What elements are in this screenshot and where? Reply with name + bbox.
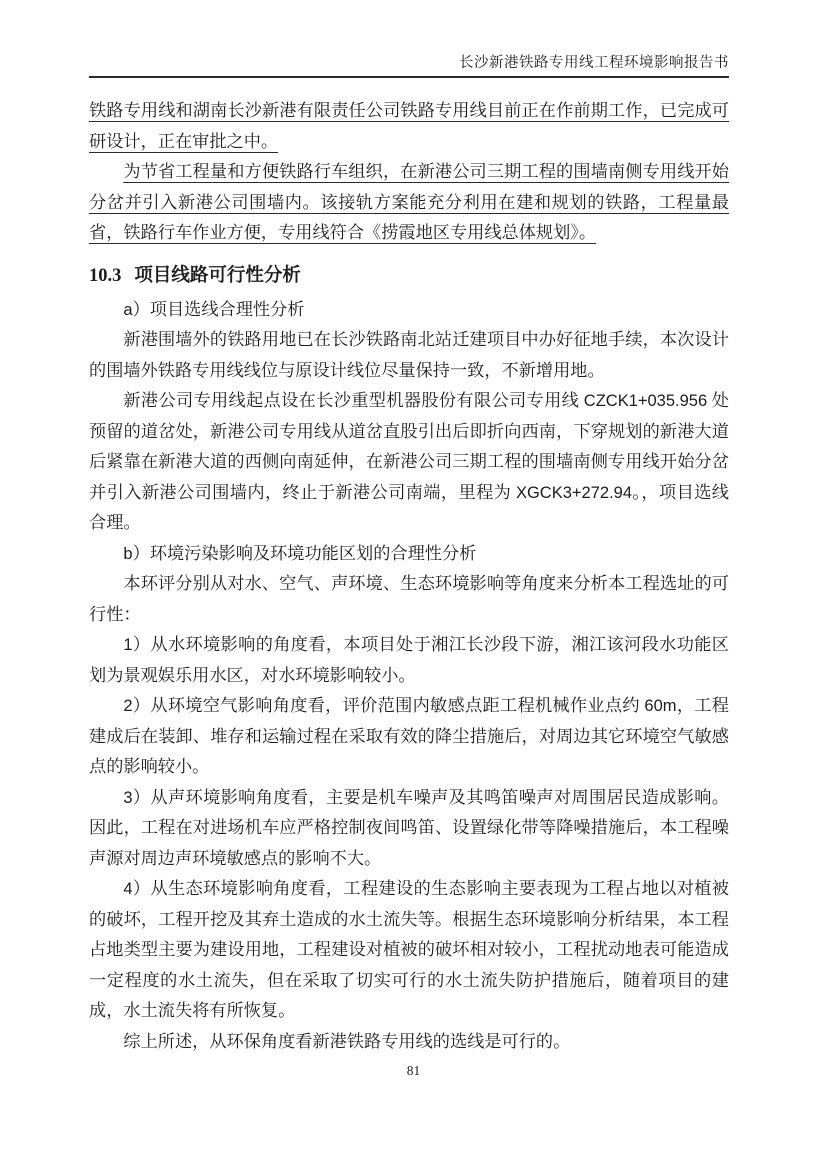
paragraph-intro-1: 铁路专用线和湖南长沙新港有限责任公司铁路专用线目前正在作前期工作，已完成可研设计，正在审批之中。 bbox=[89, 101, 729, 151]
section-heading-number: 10.3 bbox=[89, 265, 122, 286]
paragraph-intro-2: 为节省工程量和方便铁路行车组织，在新港公司三期工程的围墙南侧专用线开始分岔并引入新港公司围墙内。该接轨方案能充分利用在建和规划的铁路，工程量最省，铁路行车作业方便，专用线符合《捞霞地区专用线总体规划》。 bbox=[89, 162, 729, 242]
paragraph-item-b: b）环境污染影响及环境功能区划的合理性分析 bbox=[123, 543, 477, 563]
paragraph-conclusion: 综上所述，从环保角度看新港铁路专用线的选线是可行的。 bbox=[123, 1031, 571, 1051]
paragraph-feasibility-intro: 本环评分别从对水、空气、声环境、生态环境影响等角度来分析本工程选址的可行性： bbox=[89, 574, 729, 624]
paragraph-land-use: 新港围墙外的铁路用地已在长沙铁路南北站迁建项目中办好征地手续，本次设计的围墙外铁路专用线线位与原设计线位尽量保持一致，不新增用地。 bbox=[89, 330, 729, 380]
section-heading bbox=[89, 259, 729, 292]
paragraph-noise: 3）从声环境影响角度看，主要是机车噪声及其鸣笛噪声对周围居民造成影响。因此，工程在对进场机车应严格控制夜间鸣笛、设置绿化带等降噪措施后，本工程噪声源对周边声环境敏感点的影响不大。 bbox=[89, 787, 729, 868]
paragraph-air: 2）从环境空气影响角度看，评价范围内敏感点距工程机械作业点约 60m，工程建成后在装卸、堆存和运输过程在采取有效的降尘措施后，对周边其它环境空气敏感点的影响较小。 bbox=[89, 696, 729, 776]
section-heading-title: 项目线路可行性分析 bbox=[134, 263, 301, 285]
page-footer bbox=[0, 1062, 827, 1080]
page-number: 81 bbox=[406, 1063, 421, 1078]
header-running-title: 长沙新港铁路专用线工程环境影响报告书 bbox=[459, 55, 729, 71]
page-header bbox=[89, 54, 729, 78]
paragraph-water: 1）从水环境影响的角度看，本项目处于湘江长沙段下游，湘江该河段水功能区划为景观娱乐用水区，对水环境影响较小。 bbox=[89, 635, 729, 685]
paragraph-alignment: 新港公司专用线起点设在长沙重型机器股份有限公司专用线 CZCK1+035.956 处预留的道岔处，新港公司专用线从道岔直股引出后即折向西南，下穿规划的新港大道后紧靠在新港大道的西侧向南延伸，在新港公司三期工程的围墙南侧专用线开始分岔并引入新港公司围墙内，终止于新港公司南端，里程为 XGCK3+272.94。，项目选线合理。 bbox=[89, 391, 729, 532]
paragraph-item-a: a）项目选线合理性分析 bbox=[123, 299, 305, 319]
paragraph-ecology: 4）从生态环境影响角度看，工程建设的生态影响主要表现为工程占地以对植被的破坏，工程开挖及其弃土造成的水土流失等。根据生态环境影响分析结果，本工程占地类型主要为建设用地，工程建设对植被的破坏相对较小，工程扰动地表可能造成一定程度的水土流失，但在采取了切实可行的水土流失防护措施后，随着项目的建成，水土流失将有所恢复。 bbox=[89, 879, 729, 1020]
document-body bbox=[89, 96, 729, 1057]
